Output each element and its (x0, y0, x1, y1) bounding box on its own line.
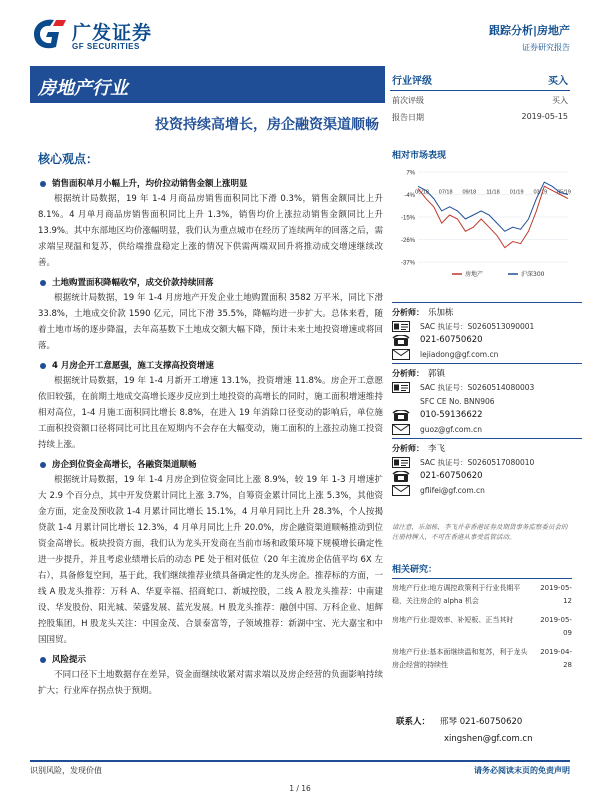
y-tick-label: -4% (404, 193, 415, 199)
section-heading (38, 276, 383, 290)
y-tick-label: -37% (400, 260, 415, 267)
bullet-dot-icon (40, 462, 46, 468)
related-title: 房地产行业:提效率、补短板、正当其时 (392, 616, 514, 624)
footer-disclaimer: 请务必阅读末页的免责声明 (474, 766, 570, 775)
analyst-name-row (392, 366, 582, 380)
section-paragraph: 不同口径下土地数据存在差异，资金面继续收紧对需求端以及房企经营的负面影响持续扩大；行业库存拐点快于预期。 (38, 670, 383, 696)
bullet-dot-icon (40, 363, 46, 369)
report-date-label: 报告日期 (392, 113, 424, 122)
disclaimer-note: 请注意，乐加栋，李飞并非香港证券及期货事务监察委员会的注册持牌人，不可在香港从事受监管活动。 (392, 523, 568, 541)
section-paragraph: 根据统计局数据，19 年 1-4 月商品房销售面积同比下滑 0.3%，销售金额同比上升 8.1%。4 月单月商品房销售面积同比上升 1.3%，销售均价上涨拉动销售金额同比上升 13.9%。其中东部地区均价涨幅明显，我们认为重点城市在经历了连续两年的回落之后，需求端呈现温和复苏，供给端推盘稳定上涨的情况下供需两端双回升将推动成交增速继续改善。 (38, 194, 383, 268)
related-research-list (392, 578, 572, 675)
divider (392, 302, 582, 303)
id-card-icon (392, 382, 410, 393)
email-icon (392, 349, 410, 360)
y-tick-label: -26% (400, 238, 415, 244)
title-banner (30, 66, 385, 144)
id-card-icon (392, 321, 410, 332)
divider (392, 438, 582, 439)
related-date: 2019-05-12 (540, 584, 572, 605)
gf-logo-icon (30, 16, 68, 50)
relative-performance-chart (392, 166, 572, 284)
contact-name: 邢琴 (440, 717, 458, 727)
market-chart-title: 相对市场表现 (392, 151, 447, 161)
analyst-phone-row (392, 408, 582, 422)
x-tick-label: 01/19 (509, 189, 524, 196)
contact-phone: 021-60750620 (459, 717, 523, 727)
section-heading-text: 土地购置面积降幅收窄，成交价款持续回落 (52, 278, 214, 288)
related-date: 2019-05-09 (540, 616, 572, 637)
section-heading-text: 销售面积单月小幅上升，均价拉动销售金额上涨明显 (52, 179, 248, 189)
divider (392, 363, 582, 364)
analyst-phone: 021-60750620 (420, 471, 483, 481)
contact-row (396, 714, 533, 731)
bullet-dot-icon (40, 280, 46, 286)
id-card-icon (392, 457, 410, 468)
section-heading-text: 4 月房企开工意愿强，施工支撑高投资增速 (52, 361, 214, 371)
section-heading-text: 房企到位资金高增长，各融资渠道顺畅 (52, 460, 197, 470)
analyst-license-row (392, 455, 582, 469)
analyst-license: SAC 执证号：S0260517080010 (420, 457, 535, 467)
analyst-email-row (392, 483, 582, 497)
section-heading (38, 458, 383, 472)
email-icon (392, 485, 410, 496)
analyst-license: SAC 执证号：S0260513090001 (420, 321, 535, 331)
prev-rating-label: 前次评级 (392, 96, 424, 105)
analyst-name-row (392, 305, 582, 319)
related-title: 房地产行业:基本面继续温和复苏，利于龙头房企经营的持续性 (392, 648, 528, 669)
bullet-dot-icon (40, 181, 46, 187)
analyst-cfce-row (392, 394, 582, 408)
x-tick-label: 03/19 (533, 189, 548, 196)
analyst-name: 郭镇 (428, 369, 446, 379)
section-heading (38, 653, 383, 667)
analyst-cfce: SFC CE No. BNN906 (420, 396, 495, 406)
page-number: 1 / 16 (289, 784, 311, 793)
report-header (489, 22, 570, 53)
report-type: 证券研究报告 (522, 43, 570, 52)
email-icon (392, 424, 410, 435)
y-tick-label: -15% (400, 215, 415, 222)
section-paragraph: 根据统计局数据，19 年 1-4 月新开工增速 13.1%，投资增速 11.8%。房企开工意愿依旧较强，在前期土地成交高增长逐步反应到土地投资的高增长的同时，施工面积增速维持相对高位，1-4 月施工面积同比增长 8.8%，在进入 19 年消除口径变动的影响后，单位施工面积投资额口径将同比可比且在短期内不会存在大幅变动，施工面积的上涨拉动施工投资持续上涨。 (38, 376, 383, 450)
analysts-panel (392, 300, 582, 497)
analyst-phone: 010-59136622 (420, 410, 483, 420)
analyst-email[interactable]: guoz@gf.com.cn (420, 424, 483, 434)
analyst-email[interactable]: gflifei@gf.com.cn (420, 485, 485, 495)
section-heading (38, 177, 383, 191)
core-views-title: 核心观点： (38, 152, 99, 166)
analyst-phone-row (392, 333, 582, 347)
y-tick-label: 7% (406, 170, 415, 177)
prev-rating-value: 买入 (552, 96, 568, 105)
contact-label: 联系人： (396, 717, 431, 727)
phone-icon (392, 335, 410, 346)
rating-value: 买入 (548, 76, 568, 87)
section-heading-text: 风险提示 (52, 655, 87, 665)
analyst-license: SAC 执证号：S0260514080003 (420, 382, 535, 392)
analyst-name: 李飞 (428, 444, 446, 454)
analyst-license-row (392, 319, 582, 333)
legend-label: 沪深300 (521, 271, 545, 278)
analyst-email-row (392, 347, 582, 361)
section-heading (38, 359, 383, 373)
contact-block (396, 714, 533, 748)
brand-name-en: GF SECURITIES (72, 42, 140, 51)
rating-header (390, 70, 570, 91)
legend-label: 房地产 (465, 271, 484, 278)
section-paragraph: 根据统计局数据，19 年 1-4 月房企到位资金同比上涨 8.9%，较 19 年 1-3 月增速扩大 2.9 个百分点，其中开发贷累计同比上涨 3.7%，自筹资金累计同比上涨 5.3%，其他资金方面，定金及预收款 1-4 月累计同比增长 15.1%，4 月单月同比上升 28.3%，个人按揭贷款 1-4 月累计同比增长 12.3%，4 月单月同比上升 20.0%，房企融资渠道顺畅推动到位资金高增长。板块投资方面，我们认为龙头开发商在当前市场和政策环境下规模增长确定性进一步提升，并且考虑业绩增长后的动态 PE 处于相对低位（20 年主流房企估值平均 6X 左右），具备修复空间，基于此，我们继续推荐业绩具备确定性的龙头房企。推荐标的方面，一线 A 股龙头推荐：万科 A、华夏幸福、招商蛇口、新城控股，二线 A 股龙头推荐：中南建设、华发股份、阳光城、荣盛发展、蓝光发展。H 股龙头推荐：融创中国、万科企业、旭辉控股集团，H 股龙头关注：中国金茂、合景泰富等，子领域推荐：新湖中宝、光大嘉宝和中国国贸。 (38, 475, 383, 645)
contact-email[interactable]: xingshen@gf.com.cn (444, 734, 533, 744)
report-date-row (390, 108, 570, 125)
x-tick-label: 07/18 (438, 189, 453, 196)
analyst-label: 分析师： (392, 368, 424, 378)
previous-rating-row (390, 91, 570, 108)
analyst-email[interactable]: lejiadong@gf.com.cn (420, 349, 499, 359)
contact-email-row (396, 731, 533, 748)
analyst-license-row (392, 380, 582, 394)
related-title: 房地产行业:地方调控政策利于行业長期平稳，关注房企的 alpha 机会 (392, 584, 521, 605)
industry-title: 房地产行业 (38, 78, 128, 99)
phone-icon (392, 410, 410, 421)
rating-label: 行业评级 (392, 76, 432, 87)
footer-divider (30, 760, 570, 762)
analyst-name-row (392, 441, 582, 455)
bullet-dot-icon (40, 657, 46, 663)
list-item[interactable] (392, 611, 572, 643)
list-item[interactable] (392, 579, 572, 611)
analyst-name: 乐加栋 (428, 308, 454, 318)
report-date-value: 2019-05-15 (521, 112, 568, 121)
spacer (392, 396, 410, 407)
x-tick-label: 09/18 (462, 189, 477, 196)
brand-name-cn: 广发证券 (72, 22, 153, 44)
analyst-label: 分析师： (392, 307, 424, 317)
report-subtitle: 投资持续高增长，房企融资渠道顺畅 (155, 117, 379, 133)
footer-slogan: 识别风险，发现价值 (30, 766, 102, 775)
related-date: 2019-04-28 (540, 648, 572, 669)
gf-securities-logo (30, 16, 180, 52)
rating-box (390, 70, 570, 125)
core-views-body (38, 172, 383, 699)
list-item[interactable] (392, 643, 572, 675)
x-tick-label: 11/18 (486, 189, 500, 196)
analyst-email-row (392, 422, 582, 436)
report-category: 跟踪分析|房地产 (488, 24, 570, 37)
analyst-phone-row (392, 469, 582, 483)
x-tick-label: 05/18 (415, 189, 429, 196)
phone-icon (392, 471, 410, 482)
x-tick-label: 05/19 (557, 189, 571, 196)
analyst-phone: 021-60750620 (420, 335, 483, 345)
section-paragraph: 根据统计局数据，19 年 1-4 月房地产开发企业土地购置面积 3582 万平米，同比下滑 33.8%，土地成交价款 1590 亿元，同比下滑 35.5%，降幅均进一步扩大。总体来看，随着土地市场的逐步降温，去年高基数下土地成交额大幅下降，预计未来土地投资增速或将回落。 (38, 293, 383, 351)
related-research-title: 相关研究： (392, 565, 438, 575)
analyst-label: 分析师： (392, 443, 424, 453)
